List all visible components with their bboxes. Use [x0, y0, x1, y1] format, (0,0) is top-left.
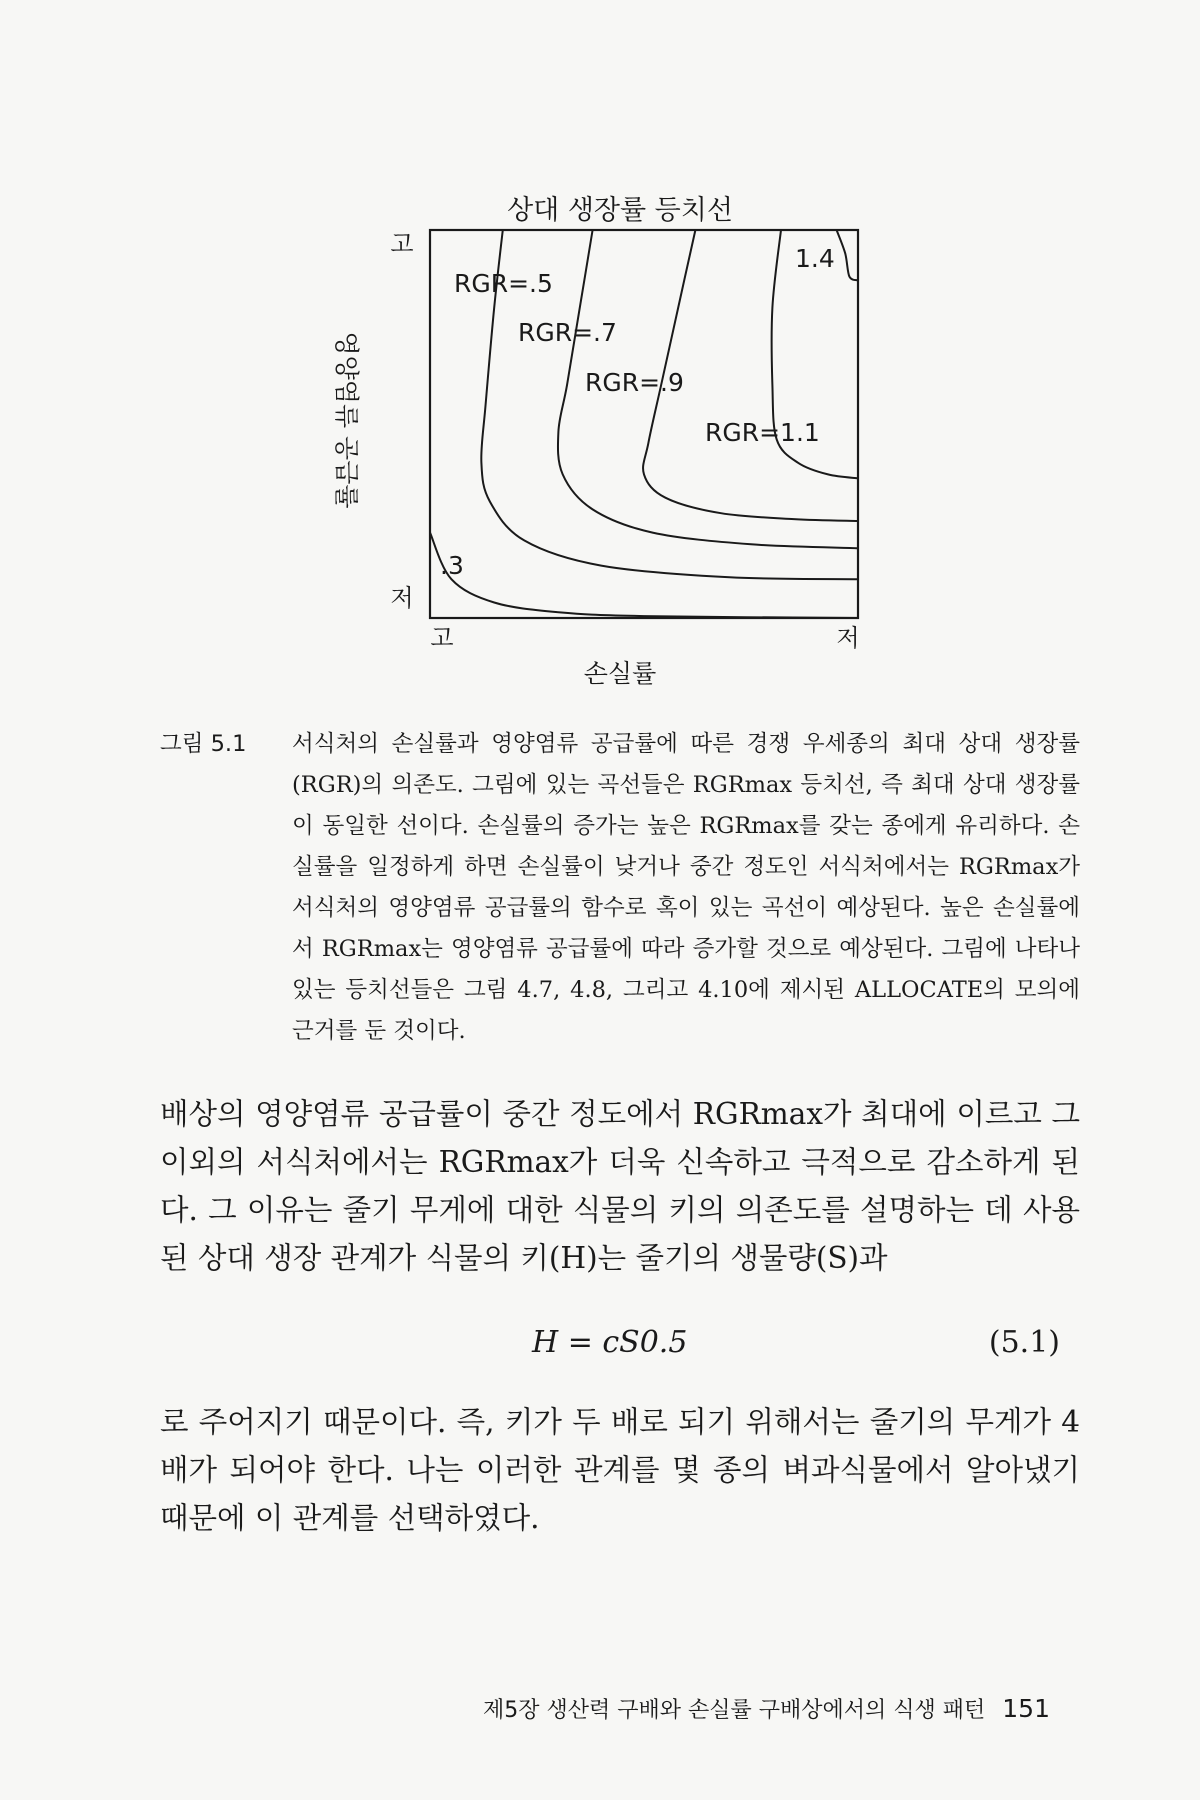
body-paragraph-1: 배상의 영양염류 공급률이 중간 정도에서 RGRmax가 최대에 이르고 그 이외의 서식처에서는 RGRmax가 더욱 신속하고 극적으로 감소하게 된다. 그 이유는 줄기 무게에 대한 식물의 키의 의존도를 설명하는 데 사용된 상대 생장 관계가 식물의 키(H)는 줄기의 생물량(S)과: [160, 1097, 1080, 1275]
x-tick-high: 고: [430, 624, 454, 652]
x-axis-label: 손실률: [583, 659, 657, 688]
figure-title: 상대 생장률 등치선: [507, 195, 733, 226]
contour-line-rgr-1-4: [837, 230, 858, 280]
x-tick-low: 저: [836, 624, 860, 652]
y-tick-high: 고: [390, 230, 414, 258]
y-axis-label: 영양염류 공급률: [332, 331, 361, 509]
contour-label-rgr-1-1: RGR=1.1: [705, 418, 820, 447]
caption-text: 서식처의 손실률과 영양염류 공급률에 따른 경쟁 우세종의 최대 상대 생장률(RGR)의 의존도. 그림에 있는 곡선들은 RGRmax 등치선, 즉 최대 상대 생장률이 동일한 선이다. 손실률의 증가는 높은 RGRmax를 갖는 종에게 유리하다. 손실률을 일정하게 하면 손실률이 낮거나 중간 정도인 서식처에서는 RGRmax가 서식처의 영양염류 공급률의 함수로 혹이 있는 곡선이 예상된다. 높은 손실률에서 RGRmax는 영양염류 공급률에 따라 증가할 것으로 예상된다. 그림에 나타나 있는 등치선들은 그림 4.7, 4.8, 그리고 4.10에 제시된 ALLOCATE의 모의에 근거를 둔 것이다.: [292, 731, 1080, 1044]
y-tick-low: 저: [390, 584, 414, 612]
equation-expression: H = cS0.5: [532, 1325, 688, 1360]
contour-chart: [0, 0, 1200, 700]
running-title: 제5장 생산력 구배와 손실률 구배상에서의 식생 패턴: [483, 1698, 986, 1723]
contour-label-rgr-3: .3: [440, 551, 464, 580]
contour-label-rgr-1-4: 1.4: [795, 244, 835, 273]
equation-5-1: [160, 1325, 1080, 1375]
figure-caption: [160, 724, 1080, 1052]
page-number: 151: [1002, 1694, 1050, 1723]
body-paragraph-2: 로 주어지기 때문이다. 즉, 키가 두 배로 되기 위해서는 줄기의 무게가 4배가 되어야 한다. 나는 이러한 관계를 몇 종의 벼과식물에서 알아냈기 때문에 이 관계를 선택하였다.: [160, 1405, 1080, 1535]
contour-label-rgr-7: RGR=.7: [518, 318, 617, 347]
equation-number: (5.1): [988, 1325, 1060, 1360]
contour-label-rgr-9: RGR=.9: [585, 368, 684, 397]
caption-label: 그림 5.1: [160, 731, 247, 757]
contour-label-rgr-5: RGR=.5: [454, 269, 553, 298]
page-footer: [390, 1693, 1050, 1724]
